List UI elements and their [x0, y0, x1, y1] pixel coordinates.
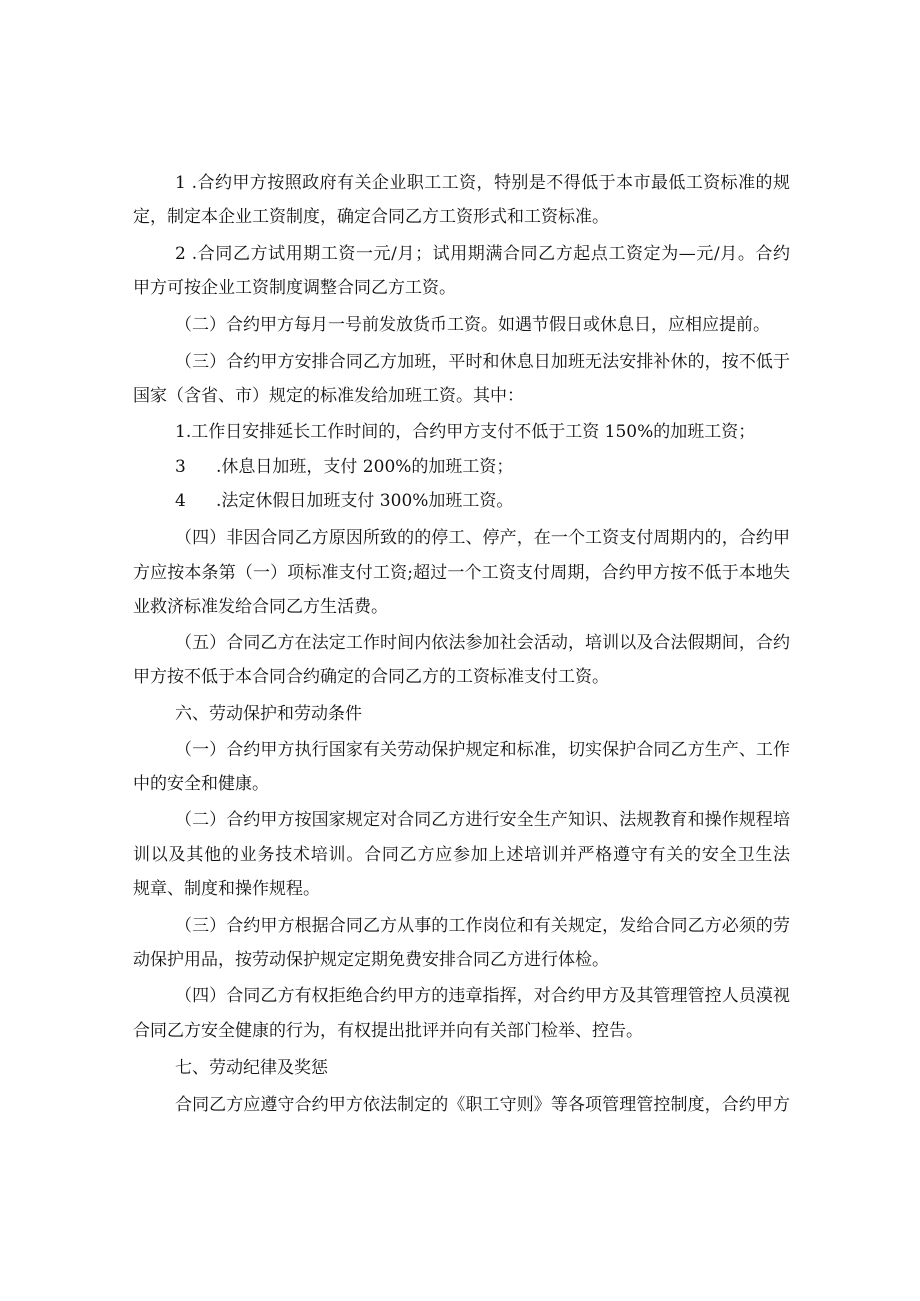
- text-line: （二）合约甲方每月一号前发放货币工资。如遇节假日或休息日，应相应提前。: [175, 315, 770, 335]
- text-line: 方应按本条第（一）项标准支付工资;超过一个工资支付周期，合约甲方按不低于本地失: [133, 563, 790, 583]
- list-number: 3: [175, 457, 186, 477]
- text-line: （三）合约甲方安排合同乙方加班，平时和休息日加班无法安排补休的，按不低于: [175, 352, 790, 372]
- text-line: 合同乙方应遵守合约甲方依法制定的《职工守则》等各项管理管控制度，合约甲方: [175, 1095, 790, 1115]
- text-line: 动保护用品，按劳动保护规定定期免费安排合同乙方进行体检。: [133, 950, 609, 970]
- text-line: 合同乙方安全健康的行为，有权提出批评并向有关部门检举、控告。: [133, 1021, 643, 1041]
- list-item-text: .休息日加班，支付 200%的加班工资；: [216, 457, 514, 477]
- text-line: 1 .合约甲方按照政府有关企业职工工资，特别是不得低于本市最低工资标准的规: [175, 173, 790, 193]
- text-line: （四）非因合同乙方原因所致的的停工、停产，在一个工资支付周期内的，合约甲: [175, 528, 790, 548]
- text-line: 国家（含省、市）规定的标准发给加班工资。其中：: [133, 386, 524, 406]
- section-heading: 七、劳动纪律及奖惩: [175, 1058, 328, 1078]
- text-line: （一）合约甲方执行国家有关劳动保护规定和标准，切实保护合同乙方生产、工作: [175, 740, 790, 760]
- list-item-text: .法定休假日加班支付 300%加班工资。: [216, 491, 514, 511]
- text-line: 2 .合同乙方试用期工资一元/月；试用期满合同乙方起点工资定为—元/月。合约: [175, 244, 790, 264]
- text-line: 规章、制度和操作规程。: [133, 879, 320, 899]
- text-line: 定，制定本企业工资制度，确定合同乙方工资形式和工资标准。: [133, 207, 609, 227]
- text-line: 甲方按不低于本合同合约确定的合同乙方的工资标准支付工资。: [133, 667, 609, 687]
- text-line: 业救济标准发给合同乙方生活费。: [133, 597, 388, 617]
- text-line: 中的安全和健康。: [133, 774, 269, 794]
- list-number: 4: [175, 491, 186, 511]
- text-line: 1.工作日安排延长工作时间的，合约甲方支付不低于工资 150%的加班工资；: [175, 422, 756, 442]
- text-line: （三）合约甲方根据合同乙方从事的工作岗位和有关规定，发给合同乙方必须的劳: [175, 916, 790, 936]
- text-line: 甲方可按企业工资制度调整合同乙方工资。: [133, 278, 456, 298]
- text-line: （五）合同乙方在法定工作时间内依法参加社会活动，培训以及合法假期间，合约: [175, 633, 790, 653]
- text-line: （二）合约甲方按国家规定对合同乙方进行安全生产知识、法规教育和操作规程培: [175, 810, 790, 830]
- text-line: （四）合同乙方有权拒绝合约甲方的违章指挥，对合约甲方及其管理管控人员漠视: [175, 986, 790, 1006]
- text-line: 训以及其他的业务技术培训。合同乙方应参加上述培训并严格遵守有关的安全卫生法: [133, 845, 790, 865]
- section-heading: 六、劳动保护和劳动条件: [175, 704, 362, 724]
